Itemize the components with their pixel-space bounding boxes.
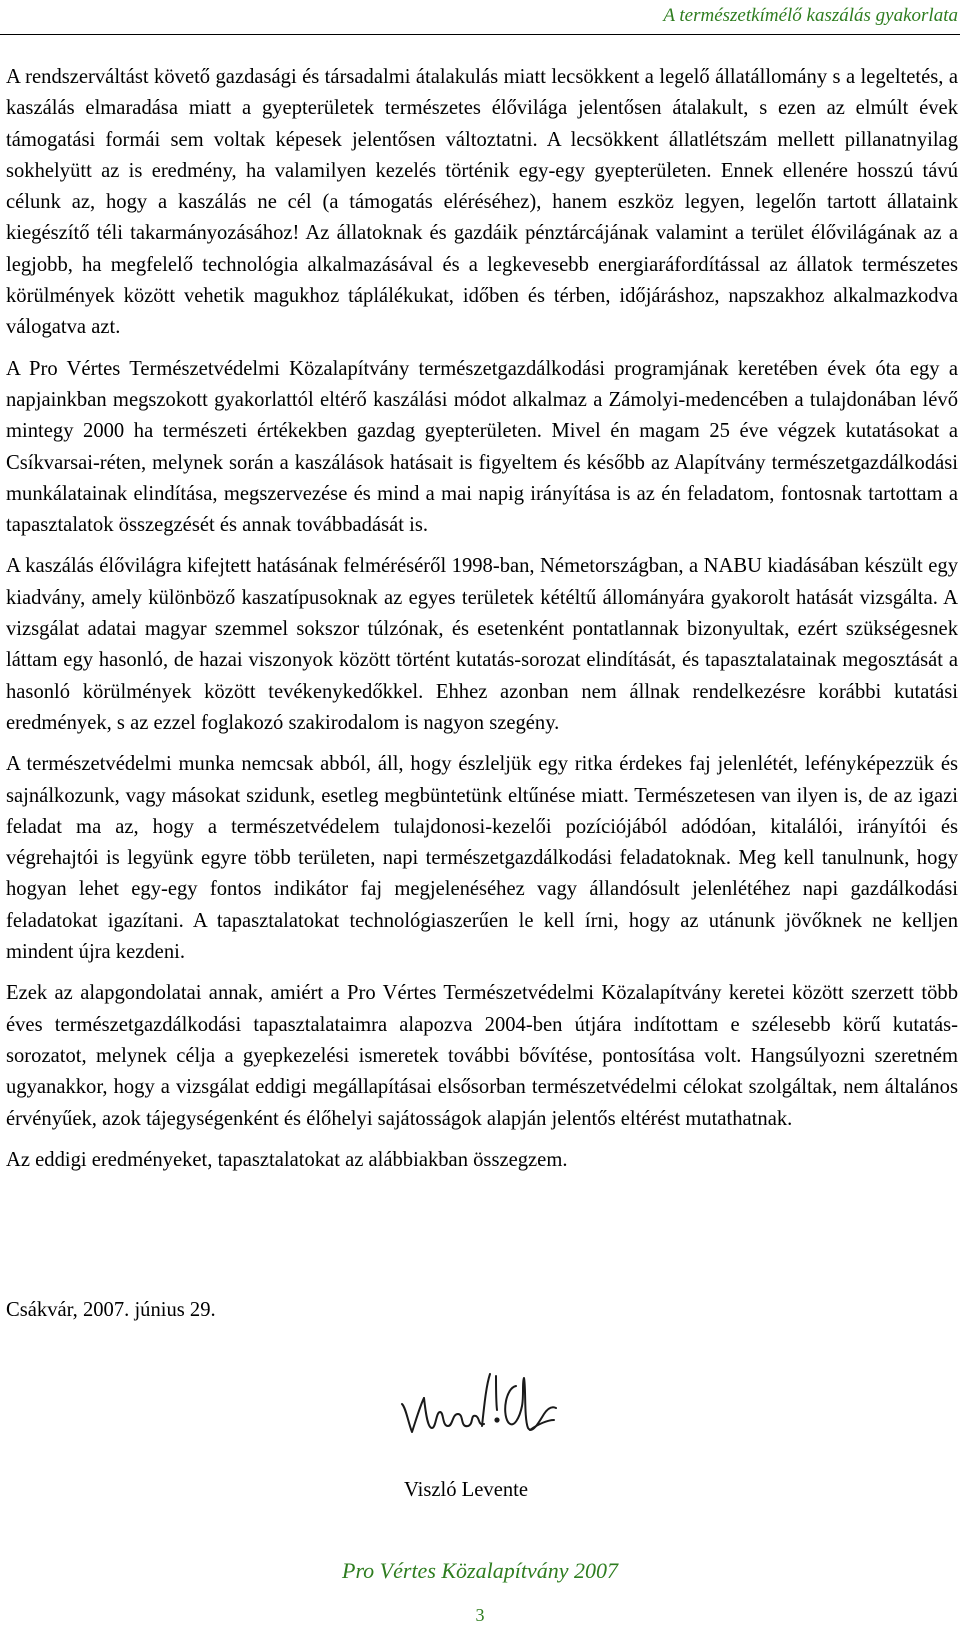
paragraph-3: A kaszálás élővilágra kifejtett hatásának felméréséről 1998-ban, Németországban, a NABU kiadásában készült egy kiadvány, amely különböző kaszatípusoknak az egyes területek kétéltű állományára gyakorolt hatását vizsgálta. A vizsgálat adatai magyar szemmel sokszor túlzónak, és esetenként pontatlannak bizonyultak, ezért szükségesnek láttam egy hasonló, de hazai viszonyok között történt kutatás-sorozat elindítását, és tapasztalatainak megosztását a hasonló körülmények között tevékenykedőkkel. Ehhez azonban nem állnak rendelkezésre korábbi kutatási eredmények, s az ezzel foglakozó szakirodalom is nagyon szegény.	[6, 555, 958, 734]
footer-title: Pro Vértes Közalapítvány 2007	[342, 1558, 618, 1583]
page-number: 3	[475, 1605, 485, 1625]
paragraph-5: Ezek az alapgondolatai annak, amiért a Pro Vértes Természetvédelmi Közalapítvány keretei között szerzett több éves természetgazdálkodási tapasztalataimra alapozva 2004-ben útjára indítottam e szélesebb körű kutatás-sorozatot, melynek célja a gyepkezelési ismeretek további bővítése, pontosítása volt. Hangsúlyozni szeretném ugyanakkor, hogy a vizsgálat eddigi megállapításai elsősorban természetvédelmi célokat szolgáltak, nem általános érvényűek, azok tájegységenként és élőhelyi sajátosságok alapján jelentős eltérést mutathatnak.	[6, 982, 958, 1130]
signature-icon	[398, 1368, 558, 1448]
signer-name: Viszló Levente	[404, 1479, 528, 1501]
body-text	[6, 62, 958, 1186]
paragraph-1: A rendszerváltást követő gazdasági és társadalmi átalakulás miatt lecsökkent a legelő állatállomány s a legeltetés, a kaszálás elmaradása miatt a gyepterületek természetes élővilága jelentősen átalakult, s ezen az elmúlt évek támogatási formái sem voltak képesek jelentősen változtatni. A lecsökkent állatlétszám mellett pillanatnyilag sokhelyütt az is eredmény, ha valamilyen kezelés történik egy-egy gyepterületen. Ennek ellenére hosszú távú célunk az, hogy a kaszálás ne cél (a támogatás eléréséhez), hanem eszköz legyen, legelőn tartott állataink kiegészítő téli takarmányozásához! Az állatoknak és gazdáik pénztárcájának valamint a terület élővilágának az a legjobb, ha megfelelő technológia alkalmazásával és a legkevesebb energiaráfordítással az állatok természetes körülmények között vehetik magukhoz táplálékukat, időben és térben, időjáráshoz, napszakhoz alkalmazkodva válogatva azt.	[6, 66, 958, 339]
header-divider	[0, 34, 960, 35]
place-and-date: Csákvár, 2007. június 29.	[6, 1299, 216, 1321]
paragraph-2: A Pro Vértes Természetvédelmi Közalapítvány természetgazdálkodási programjának keretében évek óta egy a napjainkban megszokott gyakorlattól eltérő kaszálási módot alkalmaz a Zámolyi-medencében a tulajdonában lévő mintegy 2000 ha természeti értékekben gazdag gyepterületen. Mivel én magam 25 éve végzek kutatásokat a Csíkvarsai-réten, melynek során a kaszálások hatásait is figyeltem és később az Alapítvány természetgazdálkodási munkálatainak elindítása, megszervezése és mind a mai napig irányítása is az én feladatom, fontosnak tartottam a tapasztalatok összegzését és annak továbbadását is.	[6, 357, 958, 537]
running-header-title: A természetkímélő kaszálás gyakorlata	[663, 5, 958, 26]
paragraph-4: A természetvédelmi munka nemcsak abból, áll, hogy észleljük egy ritka érdekes faj jelenlétét, lefényképezzük és sajnálkozunk, vagy másokat szidunk, esetleg megbüntetünk eltűnése miatt. Természetesen van ilyen is, de az igazi feladat ma az, hogy a természetvédelem tulajdonosi-kezelői pozíciójából adódóan, kitalálói, irányítói és végrehajtói is legyünk egyre több területen, napi természetgazdálkodási feladatoknak. Meg kell tanulnunk, hogy hogyan lehet egy-egy fontos indikátor faj megjelenéséhez vagy állandósult jelenlétéhez napi gazdálkodási feladatokat igazítani. A tapasztalatokat technológiaszerűen le kell írni, hogy az utánunk jövőknek ne kelljen mindent újra kezdeni.	[6, 753, 958, 964]
paragraph-6: Az eddigi eredményeket, tapasztalatokat az alábbiakban összegzem.	[6, 1148, 568, 1171]
